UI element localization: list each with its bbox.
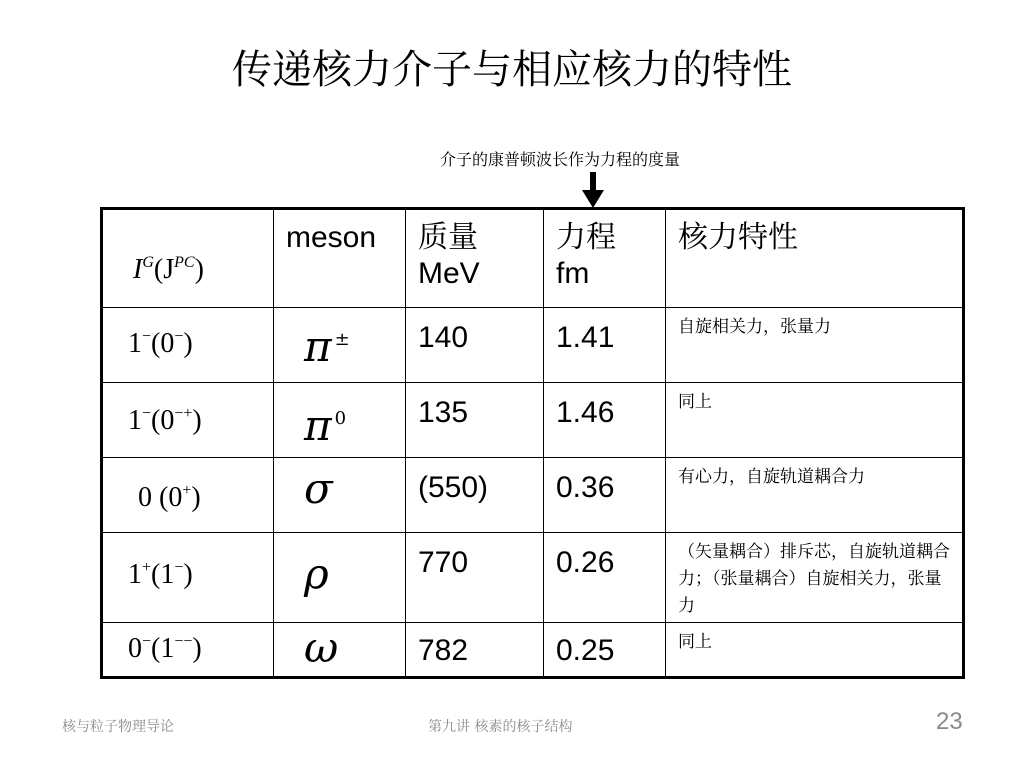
q-base: 1 (128, 405, 142, 436)
property-value: 自旋相关力，张量力 (678, 317, 831, 337)
header-mass-unit: MeV (418, 257, 480, 290)
q-base: 0 (138, 482, 152, 513)
row-property (666, 383, 964, 458)
header-quantum-numbers (102, 209, 274, 308)
meson-charge: 0 (334, 408, 347, 429)
row-quantum-numbers (102, 623, 274, 678)
mass-value: 140 (418, 321, 469, 354)
meson-symbol: π (304, 401, 332, 450)
table-row (102, 383, 964, 458)
quantum-parity: PC (174, 254, 195, 271)
header-mass (406, 209, 544, 308)
q-sup: − (142, 328, 152, 345)
meson-symbol: ω (304, 623, 339, 672)
q-base: 0 (128, 633, 142, 664)
range-value: 0.36 (556, 471, 615, 504)
row-range (544, 533, 666, 623)
q-sup2: −− (174, 633, 193, 650)
q-sup2: − (174, 328, 184, 345)
row-meson-symbol (274, 458, 406, 533)
row-mass (406, 308, 544, 383)
row-quantum-numbers (102, 383, 274, 458)
page-number: 23 (936, 708, 963, 735)
row-property (666, 623, 964, 678)
row-range (544, 383, 666, 458)
footer-lecture: 第九讲 核素的核子结构 (428, 719, 573, 735)
mass-value: 782 (418, 634, 469, 667)
header-mass-label: 质量 (418, 221, 478, 254)
row-mass (406, 458, 544, 533)
row-meson-symbol (274, 623, 406, 678)
meson-symbol: σ (304, 464, 333, 513)
row-property (666, 458, 964, 533)
quantum-close: ) (194, 254, 204, 285)
slide-title: 传递核力介子与相应核力的特性 (232, 47, 792, 93)
meson-symbol: π (304, 322, 332, 371)
table-row (102, 533, 964, 623)
row-meson-symbol (274, 383, 406, 458)
row-range (544, 308, 666, 383)
row-meson-symbol (274, 533, 406, 623)
range-annotation: 介子的康普顿波长作为力程的度量 (440, 150, 681, 169)
range-value: 0.26 (556, 546, 615, 579)
q-mid: (1 (151, 633, 175, 664)
meson-symbol: ρ (304, 549, 329, 598)
q-mid: (1 (151, 559, 175, 590)
header-range (544, 209, 666, 308)
property-value: （矢量耦合）排斥芯，自旋轨道耦合力；（张量耦合）自旋相关力，张量力 (678, 542, 950, 616)
table-row (102, 623, 964, 678)
header-meson (274, 209, 406, 308)
header-property-label: 核力特性 (678, 221, 798, 254)
meson-charge: ± (334, 329, 350, 350)
row-mass (406, 383, 544, 458)
property-value: 有心力，自旋轨道耦合力 (678, 467, 865, 487)
row-range (544, 623, 666, 678)
row-range (544, 458, 666, 533)
q-base: 1 (128, 559, 142, 590)
q-sup: + (142, 559, 152, 576)
row-mass (406, 533, 544, 623)
q-close: ) (192, 405, 202, 436)
mass-value: 135 (418, 396, 469, 429)
header-range-unit: fm (556, 257, 590, 290)
q-sup: − (142, 633, 152, 650)
row-mass (406, 623, 544, 678)
table-row (102, 308, 964, 383)
q-base: 1 (128, 328, 142, 359)
table-header-row (102, 209, 964, 308)
footer-course: 核与粒子物理导论 (62, 719, 174, 735)
quantum-gparity: G (142, 254, 154, 271)
property-value: 同上 (678, 632, 712, 652)
down-arrow-icon (582, 172, 604, 208)
quantum-isospin: I (133, 254, 143, 285)
quantum-spin: (J (153, 254, 175, 285)
q-close: ) (183, 328, 193, 359)
row-quantum-numbers (102, 308, 274, 383)
header-meson-label: meson (286, 221, 377, 254)
range-value: 1.41 (556, 321, 615, 354)
header-property (666, 209, 964, 308)
row-quantum-numbers (102, 458, 274, 533)
row-property (666, 533, 964, 623)
q-close: ) (183, 559, 193, 590)
property-value: 同上 (678, 392, 712, 412)
meson-table (100, 207, 965, 679)
mass-value: 770 (418, 546, 469, 579)
q-close: ) (191, 482, 201, 513)
row-meson-symbol (274, 308, 406, 383)
row-property (666, 308, 964, 383)
table-row (102, 458, 964, 533)
header-range-label: 力程 (556, 221, 616, 254)
range-value: 1.46 (556, 396, 615, 429)
q-sup2: − (174, 559, 184, 576)
q-sup2: + (182, 482, 192, 499)
q-mid: (0 (151, 405, 175, 436)
q-mid: (0 (151, 328, 175, 359)
q-sup2: −+ (174, 405, 193, 422)
q-close: ) (192, 633, 202, 664)
q-mid: (0 (152, 482, 183, 513)
range-value: 0.25 (556, 634, 615, 667)
mass-value: (550) (418, 471, 489, 504)
q-sup: − (142, 405, 152, 422)
row-quantum-numbers (102, 533, 274, 623)
